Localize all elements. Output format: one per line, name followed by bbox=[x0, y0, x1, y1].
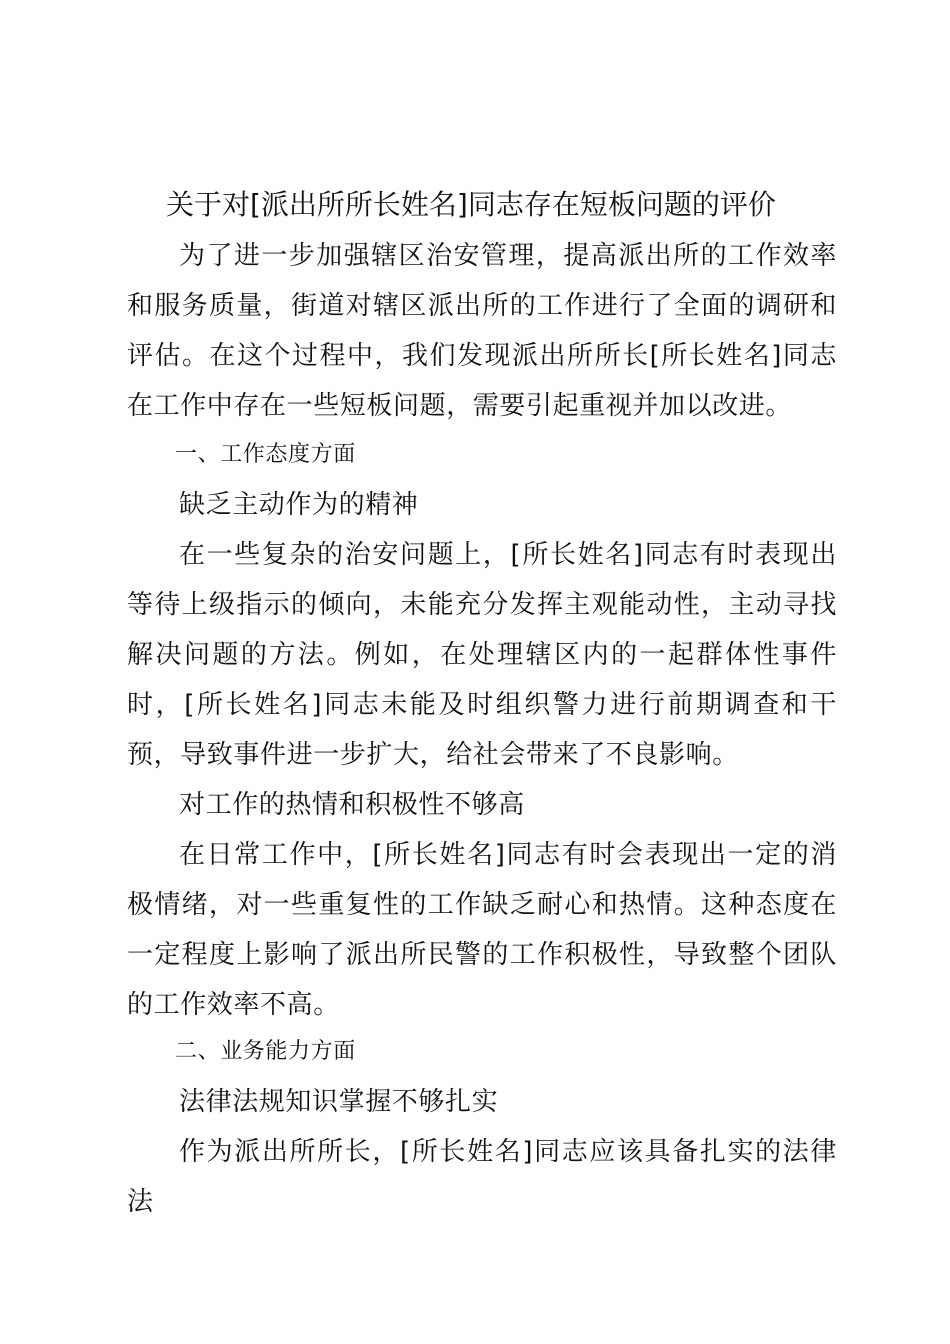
intro-block bbox=[127, 231, 837, 431]
section-two-paragraph-1: 作为派出所所长，[所长姓名]同志应该具备扎实的法律法 bbox=[127, 1137, 837, 1217]
section-two-subheading-1: 法律法规知识掌握不够扎实 bbox=[179, 1087, 499, 1117]
section-one bbox=[127, 430, 837, 1030]
section-one-paragraph-2: 在日常工作中，[所长姓名]同志有时会表现出一定的消极情绪，对一些重复性的工作缺乏耐心和热情。这种态度在一定程度上影响了派出所民警的工作积极性，导致整个团队的工作效率不高。 bbox=[127, 840, 837, 1020]
intro-paragraph: 为了进一步加强辖区治安管理，提高派出所的工作效率和服务质量，街道对辖区派出所的工作进行了全面的调研和评估。在这个过程中，我们发现派出所所长[所长姓名]同志在工作中存在一些短板问题，需要引起重视并加以改进。 bbox=[127, 241, 837, 421]
section-two-heading: 二、业务能力方面 bbox=[175, 1039, 356, 1064]
section-two bbox=[127, 1027, 837, 1227]
section-one-heading: 一、工作态度方面 bbox=[175, 442, 356, 467]
section-one-subheading-2: 对工作的热情和积极性不够高 bbox=[179, 790, 525, 820]
document-title: 关于对[派出所所长姓名]同志存在短板问题的评价 bbox=[166, 188, 776, 221]
section-one-subheading-1: 缺乏主动作为的精神 bbox=[179, 490, 419, 520]
section-one-paragraph-1: 在一些复杂的治安问题上，[所长姓名]同志有时表现出等待上级指示的倾向，未能充分发挥主观能动性，主动寻找解决问题的方法。例如，在处理辖区内的一起群体性事件时，[所长姓名]同志未能及时组织警力进行前期调查和干预，导致事件进一步扩大，给社会带来了不良影响。 bbox=[127, 540, 837, 770]
